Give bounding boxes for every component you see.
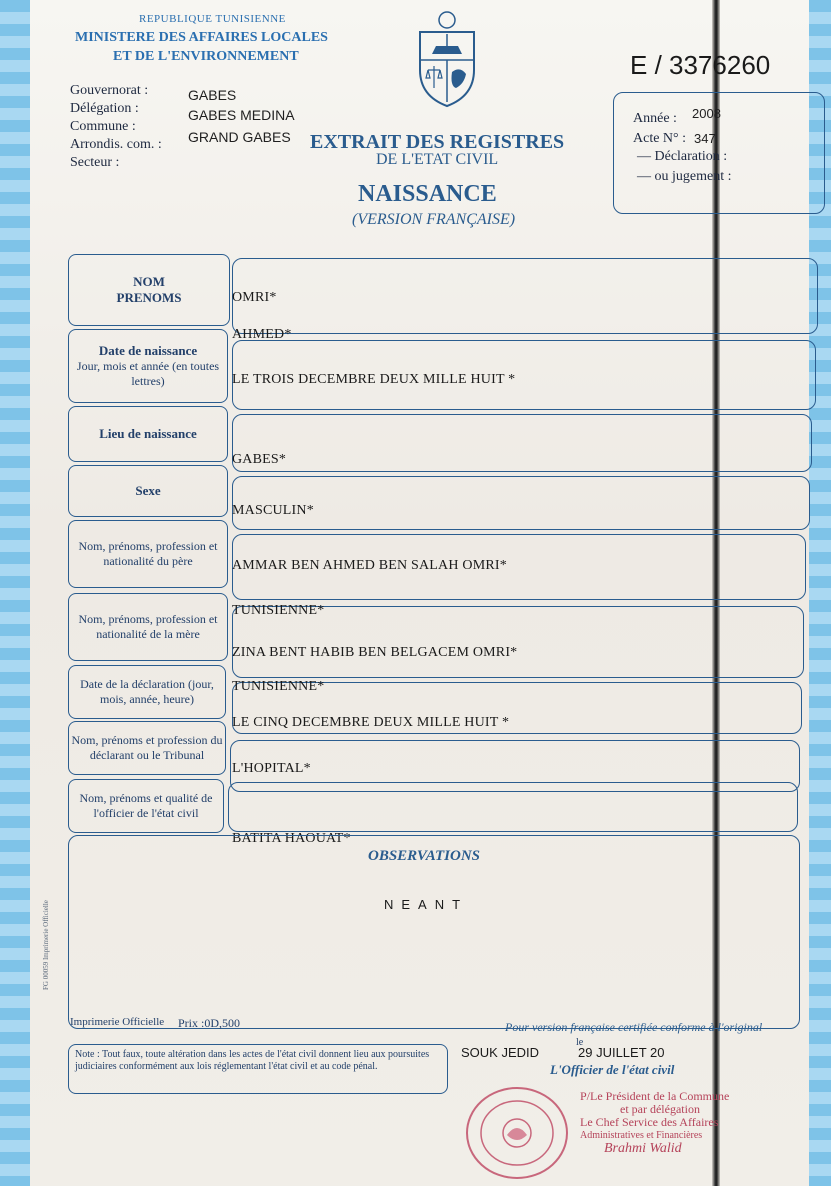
- declaration-date-label: Date de la déclaration (jour, mois, année, heure): [80, 677, 214, 706]
- delegation-label: Délégation :: [70, 101, 139, 116]
- pere-nationality-value: TUNISIENNE*: [232, 603, 325, 618]
- pere-label: Nom, prénoms, profession et nationalité du père: [78, 539, 218, 568]
- acte-value: 347: [694, 131, 716, 146]
- document-number: E / 3376260: [630, 50, 771, 80]
- declaration-date-value: LE CINQ DECEMBRE DEUX MILLE HUIT *: [232, 715, 510, 730]
- officier-label-box: [68, 779, 224, 833]
- gouvernorat-label: Gouvernorat :: [70, 83, 149, 98]
- lieu-value-box: [232, 414, 812, 472]
- date-naissance-value: LE TROIS DECEMBRE DEUX MILLE HUIT *: [232, 372, 516, 387]
- ministry-header: MINISTERE DES AFFAIRES LOCALES: [75, 30, 328, 45]
- prenom-value: AHMED*: [232, 327, 292, 342]
- title-etat-civil: DE L'ETAT CIVIL: [376, 151, 499, 168]
- stamp-line-4: Administratives et Financières: [580, 1129, 703, 1141]
- officier-label: Nom, prénoms et qualité de l'officier de l'état civil: [79, 791, 213, 820]
- title-naissance: NAISSANCE: [358, 181, 497, 207]
- jugement-label: — ou jugement :: [637, 169, 732, 184]
- date-naissance-sublabel: Jour, mois et année (en toutes lettres): [76, 359, 220, 389]
- lieu-naissance-label: Lieu de naissance: [99, 425, 197, 441]
- officier-value-box: [228, 782, 798, 832]
- mere-nationality-value: TUNISIENNE*: [232, 679, 325, 694]
- declarant-label-box: [68, 721, 226, 775]
- commune-label: Commune :: [70, 119, 136, 134]
- declaration-date-label-box: [68, 665, 226, 719]
- stamp-line-1: P/Le Président de la Commune: [580, 1089, 730, 1103]
- title-extrait: EXTRAIT DES REGISTRES: [310, 131, 565, 153]
- secteur-label: Secteur :: [70, 155, 120, 170]
- lieu-value: GABES*: [232, 452, 287, 467]
- declarant-value: L'HOPITAL*: [232, 761, 311, 776]
- declarant-label: Nom, prénoms et profession du déclarant ou le Tribunal: [71, 733, 223, 762]
- commune-seal-icon: [462, 1083, 572, 1183]
- republic-header: REPUBLIQUE TUNISIENNE: [139, 13, 286, 25]
- arrondissement-label: Arrondis. com. :: [70, 137, 162, 152]
- nom-label: NOM: [133, 273, 165, 289]
- annee-value: 2008: [692, 106, 721, 121]
- mere-label: Nom, prénoms, profession et nationalité de la mère: [78, 612, 218, 641]
- sexe-label: Sexe: [135, 482, 161, 498]
- coat-of-arms-icon: [414, 10, 480, 108]
- date-naissance-label-box: [68, 329, 228, 403]
- stamp-name: Brahmi Walid: [604, 1140, 682, 1156]
- pere-label-box: [68, 520, 228, 588]
- acte-label: Acte N° :: [633, 131, 687, 146]
- observations-title: OBSERVATIONS: [368, 848, 480, 864]
- lieu-label-box: [68, 406, 228, 462]
- gouvernorat-value: GABES: [188, 87, 237, 103]
- environment-header: ET DE L'ENVIRONNEMENT: [113, 49, 299, 64]
- prenoms-label: PRENOMS: [116, 290, 182, 305]
- legal-note: Note : Tout faux, toute altération dans les actes de l'état civil donnent lieu aux poursuites judiciaires conformément aux lois réglementant l'état civil et au code pénal.: [68, 1044, 448, 1094]
- issue-place: SOUK JEDID: [461, 1045, 540, 1060]
- prix-label: Prix :0D,500: [178, 1016, 241, 1030]
- stamp-line-3: Le Chef Service des Affaires: [580, 1115, 719, 1130]
- officier-value: BATITA HAOUAT*: [232, 831, 351, 846]
- commune-value: GRAND GABES: [188, 129, 291, 145]
- vertical-print-reference: FG 00059 Imprimerie Officielle: [42, 900, 50, 990]
- sexe-value: MASCULIN*: [232, 503, 314, 518]
- officer-title: L'Officier de l'état civil: [550, 1062, 675, 1077]
- signature-stamp: [580, 1090, 729, 1156]
- observations-text: NEANT: [384, 897, 469, 912]
- mere-value: ZINA BENT HABIB BEN BELGACEM OMRI*: [232, 645, 518, 660]
- nom-value: OMRI*: [232, 290, 277, 305]
- stamp-line-2: et par délégation: [620, 1102, 700, 1117]
- title-version: (VERSION FRANÇAISE): [352, 211, 516, 228]
- issue-date: 29 JUILLET 20: [578, 1045, 665, 1060]
- sexe-label-box: [68, 465, 228, 517]
- date-naissance-label: Date de naissance: [98, 342, 198, 358]
- declaration-label: — Déclaration :: [637, 149, 728, 164]
- certification-text: Pour version française certifiée conforme à l'original: [505, 1020, 763, 1034]
- imprimerie-label: Imprimerie Officielle: [70, 1016, 165, 1028]
- sexe-value-box: [232, 476, 810, 530]
- pere-value: AMMAR BEN AHMED BEN SALAH OMRI*: [232, 558, 507, 573]
- le-label: le: [576, 1037, 584, 1048]
- delegation-value: GABES MEDINA: [188, 107, 295, 123]
- nom-value-box: [232, 258, 818, 334]
- annee-label: Année :: [633, 111, 677, 126]
- mere-label-box: [68, 593, 228, 661]
- nom-prenoms-label-box: [68, 254, 230, 326]
